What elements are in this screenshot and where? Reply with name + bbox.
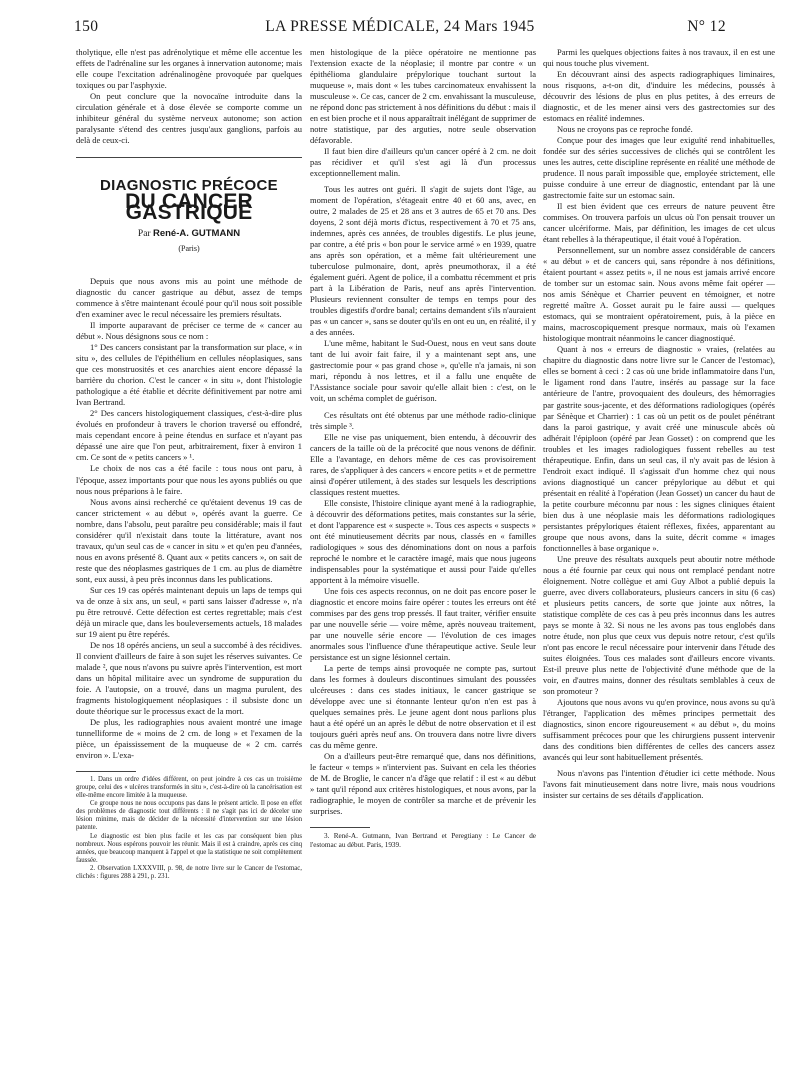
paragraph: 1° Des cancers consistant par la transformation sur place, « in situ », des cellules de l'épithélium en cellules néoplasiques, sans que ces monstruosités et ces anarchies aient encore dépassé la barrière du chorion. C'est le cancer « in situ », dont l'histologie pathologique a été établie et décrite définitivement par notre ami Ivan Bertrand. xyxy=(76,342,302,408)
journal-title: LA PRESSE MÉDICALE, 24 Mars 1945 xyxy=(265,18,535,35)
article-heading xyxy=(76,177,302,225)
paragraph: Parmi les quelques objections faites à nos travaux, il en est une qui nous touche plus vivement. xyxy=(543,47,775,69)
paragraph: Une preuve des résultats auxquels peut aboutir notre méthode nous a été fournie par ceux qui nous ont remplacé pendant notre éloignement. Notre collègue et ami Guy Albot a publié depuis la guerre, avec divers collaborateurs, plusieurs cancers in situ (6 cas) et plusieurs petits cancers, de sorte que jointe aux nôtres, la statistique complète de ces cas à peu près inconnus dans les autres pays se monte à 32. Si nous ne les avons pas tous englobés dans notre étude, non plus que ceux vus depuis notre retour, c'est qu'ils n'ont pas encore le recul nécessaire pour intervenir dans l'étude des suites éloignées. Tous ces malades sont d'ailleurs encore vivants. Est-il preuve plus nette de l'objectivité d'une méthode que de la voir, en d'autres mains, donner des résultats semblables à ceux de son promoteur ? xyxy=(543,553,775,696)
paragraph: Ces résultats ont été obtenus par une méthode radio-clinique très simple ³. xyxy=(310,409,536,431)
paragraph: Nous avons ainsi recherché ce qu'étaient devenus 19 cas de cancer strictement « au début », opérés avant la guerre. Ce nombre, dans l'absolu, peut paraître peu considérable; mais il faut considérer qu'il n'existait dans toute la littérature, avant nos travaux, qu'un seul cas de « cancer in situ » et qu'en peu d'années, nous en avons présenté 8. Quant aux « petits cancers », on sait de reste que des néoplasmes gastriques de 1 cm. au plus de diamètre sont, eux aussi, à peu près inconnus dans les publications. xyxy=(76,496,302,584)
paragraph: Quant à nos « erreurs de diagnostic » vraies, (relatées au chapitre du diagnostic dans notre livre sur le Cancer de l'estomac), elles se bornent à ceci : 2 cas où une bride inflammatoire dans l'un, le ligament rond dans l'autre, insérés au passage sur la face antérieure de l'antre, provoquaient des douleurs, des hémorragies par gastrite sous-jacente, et des déformations radiologiques (opérés par Sénèque et Charrier) : 1 cas où un petit os de poulet pénétrant dans la paroi gastrique, y avait créé une minuscule abcès où adhérait l'épiploon (opéré par Jean Gosset) : on comprend que les troubles et les images radiologiques fussent rebelles au test thérapeutique. Enfin, dans un seul cas, il n'y avait pas de lésion à l'endroit exact indiqué. Il s'agissait d'un homme chez qui nous avions diagnostiqué un cancer prépylorique au début et qui présentait en réalité à l'opération (Jean Gosset) un cancer du haut de la petite courbure méconnu par nous : les signes cliniques étaient bien dus à une néoplasie mais les déformations radiologiques persistantes prépyloriques étaient réflexes, fixées, apparentant au groupe que nous avons, dans la suite, décrit comme « images fonctionnelles à base organique ». xyxy=(543,344,775,553)
paragraph: 2° Des cancers histologiquement classiques, c'est-à-dire plus évolués en profondeur à travers le chorion traversé ou effondré, mais cependant encore à peine étendus en surface et n'ayant pas dépassé une aire que l'on peut, arbitrairement, fixer à environ 1 cm. Ce sont de « petits cancers » ¹. xyxy=(76,408,302,463)
paragraph: En découvrant ainsi des aspects radiographiques liminaires, nous risquons, a-t-on dit, d'induire les médecins, poussés à découvrir des lésions de plus en plus petites, à des erreurs de diagnostic, et de les mener ainsi vers des gastrectomies sur des estomacs en réalité indemnes. xyxy=(543,69,775,124)
footnote-divider xyxy=(76,771,136,772)
paragraph: De plus, les radiographies nous avaient montré une image tunnelliforme de « moins de 2 cm. de long » et l'examen de la pièce, un épaississement de la muqueuse de « 2 cm. carrés environ ». L'exa- xyxy=(76,716,302,760)
footnote: 3. René-A. Gutmann, Ivan Bertrand et Peregtiany : Le Cancer de l'estomac au début. Paris, 1939. xyxy=(310,832,536,849)
paragraph: Il est bien évident que ces erreurs de nature peuvent être commises. On trouvera parfois un ulcus où l'on pensait trouver un cancer ulcériforme. Mais, par définition, les images de cet ulcus étant rebelles à la thérapeutique, il était voué à l'opération. xyxy=(543,201,775,245)
byline-prefix: Par xyxy=(137,229,151,240)
issue-number: N° 12 xyxy=(687,18,726,35)
byline xyxy=(76,228,302,240)
footnote: Ce groupe nous ne nous occupons pas dans le présent article. Il pose en effet des problèmes de diagnostic tout différents : il ne s'agit pas ici de déceler une lésion minime, mais de décider de la nécessité d'intervention sur une lésion patente. xyxy=(76,800,302,832)
column-3 xyxy=(543,47,775,801)
author-city: (Paris) xyxy=(178,244,200,254)
paragraph: Il importe auparavant de préciser ce terme de « cancer au début ». Nous désignons sous ce nom : xyxy=(76,320,302,342)
paragraph: tholytique, elle n'est pas adrénolytique et même elle accentue les effets de l'adrénaline sur les organes à innervation autonome; mais elle coupe l'excitation adrénalinogène provoquée par quelques toxiques ou par l'asphyxie. xyxy=(76,47,302,91)
article-title: DU CANCER GASTRIQUE xyxy=(125,190,253,225)
page-number: 150 xyxy=(74,18,99,35)
paragraph: Depuis que nous avons mis au point une méthode de diagnostic du cancer gastrique au début, assez de temps commence à s'être maintenant écoulé pour qu'il nous soit possible d'en examiner avec le recul nécessaire les premiers résultats. xyxy=(76,276,302,320)
running-header xyxy=(74,14,726,40)
paragraph: Ajoutons que nous avons vu qu'en province, nous avons su qu'à l'étranger, l'application des mêmes principes permettait des diagnostics, sinon encore rigoureusement « au début », du moins suffisamment précoces pour que les chirurgiens pussent intervenir dans des conditions bien différentes de celles des cancers assez avancés qui leur sont habituellement présentés. xyxy=(543,696,775,762)
paragraph: Sur ces 19 cas opérés maintenant depuis un laps de temps qui va de onze à six ans, un seul, « parti sans laisser d'adresse », n'a pu être retrouvé. Cette défection est certes regrettable; mais c'est déjà un miracle que, dans les bouleversements actuels, 18 malades sur 19 aient pu être repérés. xyxy=(76,584,302,639)
footnote: 2. Observation LXXXVIII, p. 98, de notre livre sur le Cancer de l'estomac, clichés : figures 288 à 291, p. 231. xyxy=(76,864,302,881)
paragraph: Elle ne vise pas uniquement, bien entendu, à découvrir des cancers de la taille où de la précocité que nous venons de définir. Elle a l'avantage, en dehors même de ces cas provisoirement rares, de s'appliquer à des cancers « encore petits » et de permettre ainsi d'opérer utilement, à des stades sur lesquels les descriptions classiques restent muettes. xyxy=(310,431,536,497)
paragraph: Une fois ces aspects reconnus, on ne doit pas encore poser le diagnostic et encore moins faire opérer : toutes les erreurs ont été commises par des gens trop pressés. Il faut traiter, vérifier ensuite par une nouvelle série — voire même, après nouveau traitement, par une nouvelle série encore — l'évolution de ces images anormales sous l'influence d'une thérapeutique active. Seule leur persistance est un signe lésionnel certain. xyxy=(310,585,536,662)
author-name: René-A. GUTMANN xyxy=(152,228,241,240)
paragraph: Tous les autres ont guéri. Il s'agit de sujets dont l'âge, au moment de l'opération, s'étageait entre 40 et 60 ans, avec, en outre, 2 malades de 25 et 28 ans et 3 autres de 65 et 70 ans. Des doyens, 2 sont déjà morts d'ictus, respectivement à 70 et 75 ans, indemnes, après ces années, de troubles digestifs. Le plus jeune, par contre, a été pris « bon pour le service armé » en 1939, quatre ans après son opération, et a même fait ultérieurement une tuberculose pulmonaire, dont, après pneumothorax, il a été également guéri. Agent de police, il a combattu récemment et pris part à la Libération de Paris, neuf ans après l'intervention. Plusieurs reviennent consulter de temps en temps pour des troubles digestifs d'ordre banal; certains demandent s'ils n'auraient pas « un cancer », sans se douter qu'ils en ont eu un, en réalité, il y a des années. xyxy=(310,184,537,338)
paragraph: Il faut bien dire d'ailleurs qu'un cancer opéré à 2 cm. ne doit pas récidiver et qu'il s'est agi là d'un processus exceptionnellement malin. xyxy=(310,146,536,179)
paragraph: On a d'ailleurs peut-être remarqué que, dans nos définitions, le facteur « temps » n'intervient pas. Suivant en cela les théories de M. de Broglie, le cancer n'a d'âge que relatif : il est « au début » tant qu'il répond aux critères histologiques, et nous avons, par la radiographie, le moyen de contrôler sa marche et de prévenir les surprises. xyxy=(310,750,536,817)
footnote: 1. Dans un ordre d'idées différent, on peut joindre à ces cas un troisième groupe, celui des « ulcères transformés in situ », c'est-à-dire où la cancérisation est elle-même encore limitée à la muqueuse. xyxy=(76,775,302,800)
paragraph: On peut conclure que la novocaïne introduite dans la circulation générale et à dose élevée se comporte comme un inhibiteur général du système nerveux autonome; son action paralysante s'étend des centres jusqu'aux ganglions, parfois au delà de ceux-ci. xyxy=(76,91,302,146)
paragraph: De nos 18 opérés anciens, un seul a succombé à des récidives. Il convient d'ailleurs de faire à son sujet les réserves suivantes. Ce malade ², que nous n'avons pu suivre après l'intervention, est mort dans un hôpital militaire avec un syndrome de suppuration du foie. A l'autopsie, on a trouvé, dans un magma purulent, des fragments histologiquement néoplasiques : il subsiste donc un doute théorique sur le processus exact de la mort. xyxy=(76,639,302,716)
paragraph: La perte de temps ainsi provoquée ne compte pas, surtout dans les formes à douleurs discontinues simulant des poussées ulcéreuses : dans ces stades initiaux, le cancer gastrique se développe avec une si étonnante lenteur qu'on n'en est pas à quelques semaines près. Le jeune agent dont nous parlions plus haut a été opéré un an après le début de notre observation et il est toujours guéri après neuf ans. On trouvera dans notre livre divers cas du même genre. xyxy=(310,662,536,750)
column-1 xyxy=(76,47,302,881)
paragraph: Nous ne croyons pas ce reproche fondé. xyxy=(557,124,693,135)
paragraph: Nous n'avons pas l'intention d'étudier ici cette méthode. Nous l'avons fait minutieusement dans notre livre, mais nous voudrions insister sur certains de ses détails d'application. xyxy=(543,768,775,801)
paragraph: men histologique de la pièce opératoire ne mentionne pas l'extension exacte de la néoplasie; il montre par contre « un épithélioma glandulaire prépylorique touchant surtout la muqueuse », mais dont « les tubes carcinomateux envahissent la musculeuse ». Ce cas, cancer de 2 cm. envahissant la musculeuse, ne répond donc pas strictement à nos définitions du début : mais il en est bien proche et il nous apparaîtrait inélégant de supprimer de notre statistique, par des arguties, notre seule observation défavorable. xyxy=(310,47,536,146)
footnote: Le diagnostic est bien plus facile et les cas par conséquent bien plus nombreux. Nous espérons pouvoir les réunir. Mais il est à craindre, après ces cinq années, que beaucoup manquent à l'appel et que la statistique ne soit complètement faussée. xyxy=(76,832,303,864)
paragraph: L'une même, habitant le Sud-Ouest, nous en veut sans doute tant de lui avoir fait faire, il y a maintenant sept ans, une gastrectomie pour « pas grand chose », qu'elle n'a jamais, ni son mari, répondu à nos lettres, et il a fallu une enquête de l'Assistance sociale pour savoir qu'elle allait bien : c'est, on le voit, un schéma complet de guérison. xyxy=(310,338,536,404)
paragraph: Personnellement, sur un nombre assez considérable de cancers « au début » et de cancers qui, sans répondre à nos définitions, étaient pourtant « assez petits », il ne nous est jamais arrivé encore de tomber sur un estomac sain. Nous avons même fait opérer — nos amis Sénèque et Charrier peuvent en témoigner, et notre regretté maître A. Gosset aurait pu le faire aussi — quelques estomacs, qui se montraient opératoirement, puis, à la pièce en mains, macroscopiquement presque normaux, mais où l'examen histologique montrait néanmoins le cancer diagnostiqué. xyxy=(543,245,775,344)
article-kicker: DIAGNOSTIC PRÉCOCE xyxy=(100,177,278,195)
paragraph: Conçue pour des images que leur exiguïté rend inhabituelles, fondée sur des séries successives de clichés qui se contrôlent les unes les autres, cette discipline représente en réalité une méthode de prudence. Il nous paraît impossible que, employée strictement, elle puisse conduire à une erreur de diagnostic, entendant par là une gastrectomie faite sur un estomac sain. xyxy=(543,135,775,201)
footnote-divider xyxy=(310,827,370,828)
column-2 xyxy=(310,47,536,849)
section-divider xyxy=(76,157,302,158)
paragraph: Le choix de nos cas a été facile : tous nous ont paru, à l'époque, assez importants pour que nous les ayons publiés ou que nous nous préparions à le faire. xyxy=(76,463,302,496)
paragraph: Elle consiste, l'histoire clinique ayant mené à la radiographie, à découvrir des déformations petites, mais constantes sur la série, et dont l'apparence est « suspecte ». Tous ces aspects « suspects » ont été minutieusement décrits par nous, classés en « familles radiologiques » sous des dénominations dont on nous a parfois reproché le nombre et le caractère imagé, mais que nous jugeons indispensables pour la systématique et aussi pour l'aide qu'elles apportent à la mémoire visuelle. xyxy=(310,497,536,585)
